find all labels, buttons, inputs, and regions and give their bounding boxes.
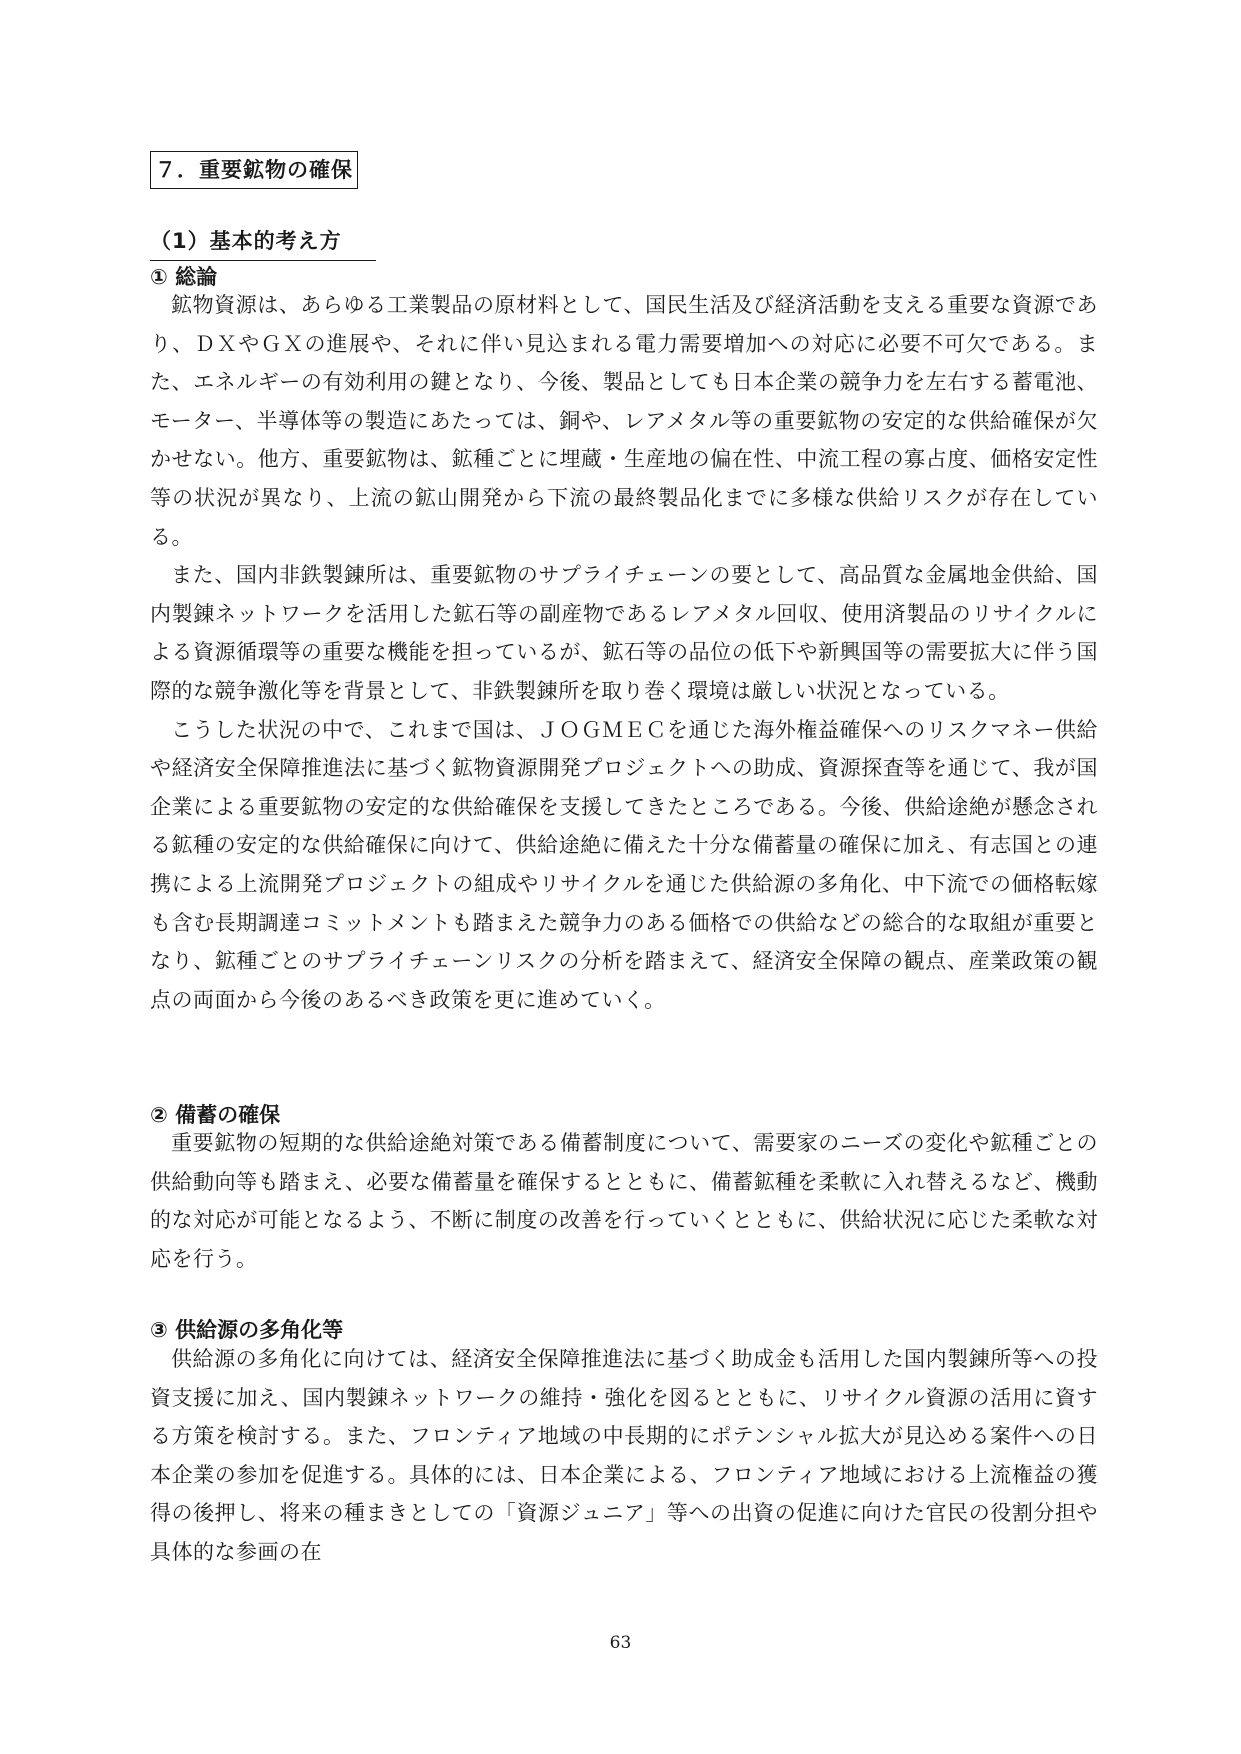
body-general [150,286,1098,1019]
body-diversification [150,1340,1098,1572]
paragraph: 鉱物資源は、あらゆる工業製品の原材料として、国民生活及び経済活動を支える重要な資源であり、ＤＸやＧＸの進展や、それに伴い見込まれる電力需要増加への対応に必要不可欠である。また、エネルギーの有効利用の鍵となり、今後、製品としても日本企業の競争力を左右する蓄電池、モーター、半導体等の製造にあたっては、銅や、レアメタル等の重要鉱物の安定的な供給確保が欠かせない。他方、重要鉱物は、鉱種ごとに埋蔵・生産地の偏在性、中流工程の寡占度、価格安定性等の状況が異なり、上流の鉱山開発から下流の最終製品化までに多様な供給リスクが存在している。 [150,293,1098,549]
section-title: ７．重要鉱物の確保 [150,151,358,189]
body-stockpile [150,1124,1098,1278]
page-number: 63 [609,1633,632,1653]
paragraph: 供給源の多角化に向けては、経済安全保障推進法に基づく助成金も活用した国内製錬所等への投資支援に加え、国内製錬ネットワークの維持・強化を図るとともに、リサイクル資源の活用に資する方策を検討する。また、フロンティア地域の中長期的にポテンシャル拡大が見込める案件への日本企業の参加を促進する。具体的には、日本企業による、フロンティア地域における上流権益の獲得の後押し、将来の種まきとしての「資源ジュニア」等への出資の促進に向けた官民の役割分担や具体的な参画の在 [150,1347,1098,1564]
paragraph: こうした状況の中で、これまで国は、ＪＯＧＭＥＣを通じた海外権益確保へのリスクマネー供給や経済安全保障推進法に基づく鉱物資源開発プロジェクトへの助成、資源探査等を通じて、我が国企業による重要鉱物の安定的な供給確保を支援してきたところである。今後、供給途絶が懸念される鉱種の安定的な供給確保に向けて、供給途絶に備えた十分な備蓄量の確保に加え、有志国との連携による上流開発プロジェクトの組成やリサイクルを通じた供給源の多角化、中下流での価格転嫁も含む長期調達コミットメントも踏まえた競争力のある価格での供給などの総合的な取組が重要となり、鉱種ごとのサプライチェーンリスクの分析を踏まえて、経済安全保障の観点、産業政策の観点の両面から今後のあるべき政策を更に進めていく。 [150,717,1098,1012]
heading-stockpile: ② 備蓄の確保 [150,1103,281,1127]
paragraph: 重要鉱物の短期的な供給途絶対策である備蓄制度について、需要家のニーズの変化や鉱種ごとの供給動向等も踏まえ、必要な備蓄量を確保するとともに、備蓄鉱種を柔軟に入れ替えるなど、機動的な対応が可能となるよう、不断に制度の改善を行っていくとともに、供給状況に応じた柔軟な対応を行う。 [150,1131,1098,1271]
paragraph: また、国内非鉄製錬所は、重要鉱物のサプライチェーンの要として、高品質な金属地金供給、国内製錬ネットワークを活用した鉱石等の副産物であるレアメタル回収、使用済製品のリサイクルによる資源循環等の重要な機能を担っているが、鉱石等の品位の低下や新興国等の需要拡大に伴う国際的な競争激化等を背景として、非鉄製錬所を取り巻く環境は厳しい状況となっている。 [150,563,1098,703]
heading-general: ① 総論 [150,265,218,289]
heading-diversification: ③ 供給源の多角化等 [150,1318,344,1342]
subsection-title: （1）基本的考え方 [150,224,376,261]
